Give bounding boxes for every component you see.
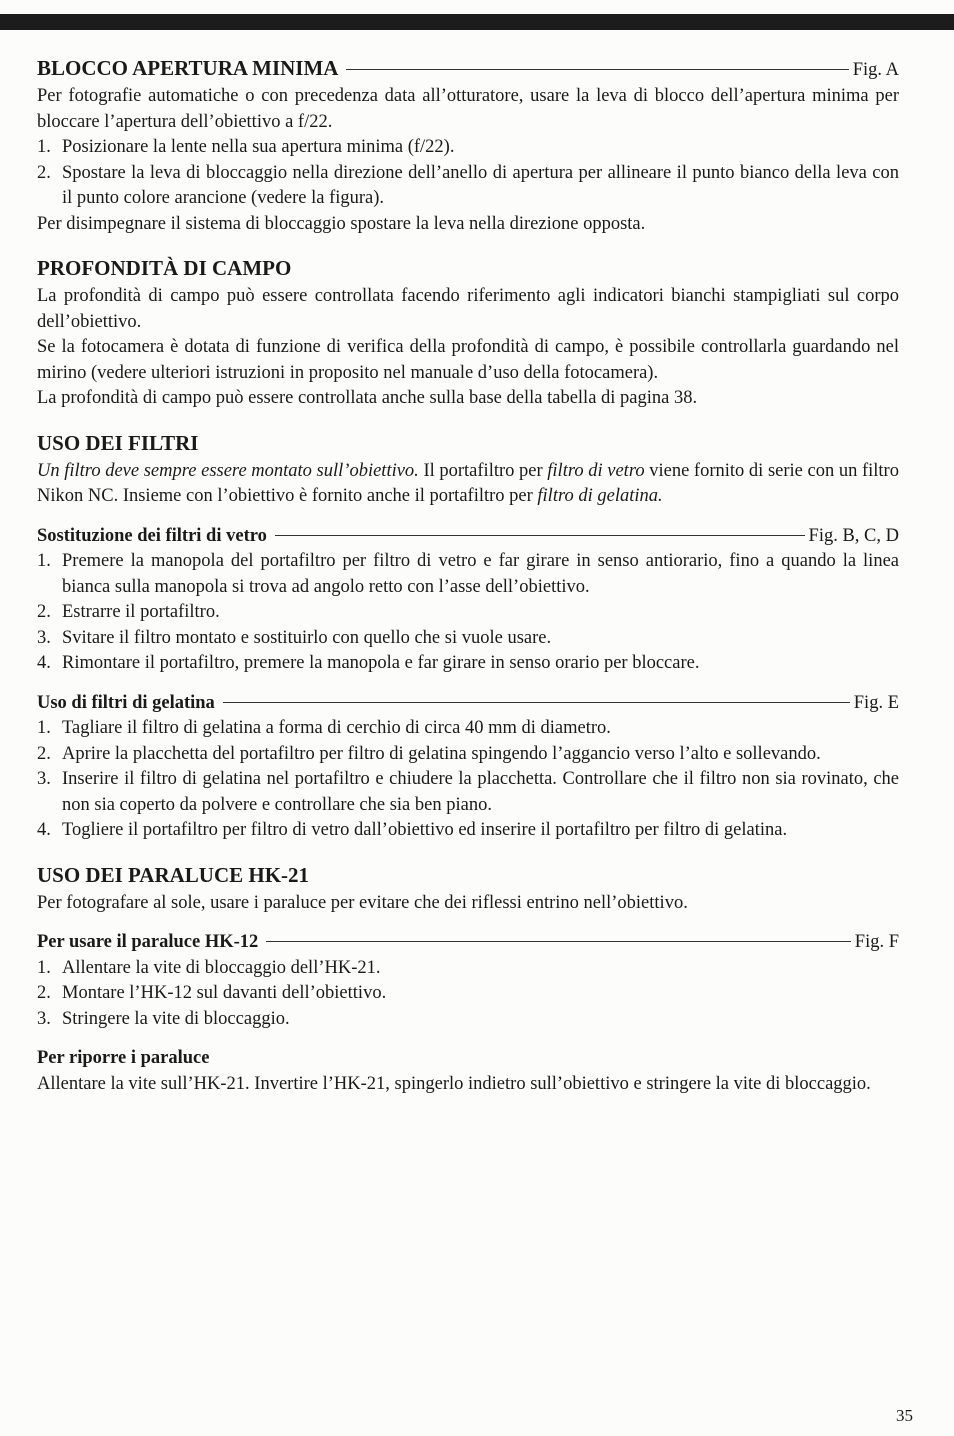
step-text: Aprire la placchetta del portafiltro per filtro di gelatina spingendo l’aggancio verso l’alto e sollevando. xyxy=(62,743,821,764)
profondita-title: PROFONDITÀ DI CAMPO xyxy=(37,256,292,280)
vetro-title: Sostituzione dei filtri di vetro xyxy=(37,525,267,546)
step-number: 2. xyxy=(37,983,51,1003)
step-number: 1. xyxy=(37,957,51,978)
list-item xyxy=(37,818,899,844)
vetro-header xyxy=(37,524,899,550)
gelatina-title: Uso di filtri di gelatina xyxy=(37,692,215,713)
step-text: Inserire il filtro di gelatina nel portafiltro e chiudere la placchetta. Controllare che il filtro non sia rovinato, che non sia coperto da polvere e controllare che sia ben piano. xyxy=(62,769,899,815)
filtri-intro-italic: filtro di gelatina. xyxy=(537,486,663,506)
step-number: 4. xyxy=(37,653,51,673)
manual-page xyxy=(37,52,899,1097)
step-text: Allentare la vite di bloccaggio dell’HK-21. xyxy=(62,957,381,978)
blocco-steps xyxy=(37,135,899,212)
list-item xyxy=(37,651,899,677)
profondita-p1: La profondità di campo può essere controllata facendo riferimento agli indicatori bianchi stampigliati sul corpo dell’obiettivo. xyxy=(37,286,899,332)
riporre-text: Allentare la vite sull’HK-21. Invertire l’HK-21, spingerlo indietro sull’obiettivo e stringere la vite di bloccaggio. xyxy=(37,1073,871,1094)
filtri-title: USO DEI FILTRI xyxy=(37,430,199,455)
step-text: Stringere la vite di bloccaggio. xyxy=(62,1008,290,1029)
step-number: 3. xyxy=(37,769,51,789)
list-item xyxy=(37,161,899,212)
vetro-fig-ref: Fig. B, C, D xyxy=(808,525,899,546)
step-text: Svitare il filtro montato e sostituirlo con quello che si vuole usare. xyxy=(62,627,552,648)
riporre-header xyxy=(37,1046,899,1072)
list-item xyxy=(37,1007,899,1033)
step-number: 2. xyxy=(37,602,51,622)
step-number: 1. xyxy=(37,718,51,738)
step-number: 4. xyxy=(37,820,51,840)
list-item xyxy=(37,981,899,1007)
blocco-intro: Per fotografie automatiche o con precedenza data all’otturatore, usare la leva di blocco dell’apertura minima per bloccare l’apertura dell’obiettivo a f/22. xyxy=(37,86,899,132)
usare-fig-ref: Fig. F xyxy=(854,932,899,952)
step-text: Posizionare la lente nella sua apertura minima (f/22). xyxy=(62,137,455,157)
blocco-title: BLOCCO APERTURA MINIMA xyxy=(37,56,339,80)
vetro-steps xyxy=(37,549,899,677)
step-number: 3. xyxy=(37,627,51,648)
header-rule xyxy=(346,69,848,70)
filtri-intro-text: Il portafiltro per xyxy=(418,460,548,481)
paraluce-header xyxy=(37,859,899,891)
list-item xyxy=(37,956,899,982)
list-item xyxy=(37,626,899,652)
filtri-header xyxy=(37,427,899,459)
top-border-bar xyxy=(0,14,954,30)
step-number: 2. xyxy=(37,162,51,183)
list-item xyxy=(37,767,899,818)
step-text: Tagliare il filtro di gelatina a forma di cerchio di circa 40 mm di diametro. xyxy=(62,718,611,738)
usare-title: Per usare il paraluce HK-12 xyxy=(37,932,259,952)
list-item xyxy=(37,135,899,161)
step-text: Montare l’HK-12 sul davanti dell’obiettivo. xyxy=(62,983,387,1003)
page-number: 35 xyxy=(896,1406,913,1425)
gelatina-header xyxy=(37,691,899,717)
step-text: Togliere il portafiltro per filtro di vetro dall’obiettivo ed inserire il portafiltro per filtro di gelatina. xyxy=(62,820,788,840)
step-number: 1. xyxy=(37,137,51,157)
list-item xyxy=(37,716,899,742)
step-text: Rimontare il portafiltro, premere la manopola e far girare in senso orario per bloccare. xyxy=(62,653,700,673)
list-item xyxy=(37,742,899,768)
list-item xyxy=(37,600,899,626)
step-number: 3. xyxy=(37,1008,51,1029)
header-rule xyxy=(223,702,850,703)
blocco-fig-ref: Fig. A xyxy=(852,60,899,80)
paraluce-intro: Per fotografare al sole, usare i paraluce per evitare che dei riflessi entrino nell’obiettivo. xyxy=(37,892,688,913)
gelatina-steps xyxy=(37,716,899,844)
filtri-intro-italic: Un filtro deve sempre essere montato sull’obiettivo. xyxy=(37,460,419,481)
step-number: 1. xyxy=(37,551,51,571)
filtri-intro xyxy=(37,459,899,510)
header-rule xyxy=(275,535,805,536)
blocco-outro: Per disimpegnare il sistema di bloccaggio spostare la leva nella direzione opposta. xyxy=(37,213,646,234)
header-rule xyxy=(266,941,850,942)
usare-header xyxy=(37,930,899,956)
usare-steps xyxy=(37,956,899,1033)
profondita-p3: La profondità di campo può essere controllata anche sulla base della tabella di pagina 38. xyxy=(37,388,698,408)
profondita-p2: Se la fotocamera è dotata di funzione di verifica della profondità di campo, è possibile controllarla guardando nel mirino (vedere ulteriori istruzioni in proposito nel manuale d’uso della fotocamera). xyxy=(37,337,899,383)
paraluce-title: USO DEI PARALUCE HK-21 xyxy=(37,862,310,887)
gelatina-fig-ref: Fig. E xyxy=(853,692,899,713)
step-text: Estrarre il portafiltro. xyxy=(62,602,220,622)
step-text: Spostare la leva di bloccaggio nella direzione dell’anello di apertura per allineare il punto bianco della leva con il punto colore arancione (vedere la figura). xyxy=(62,162,899,208)
step-text: Premere la manopola del portafiltro per filtro di vetro e far girare in senso antiorario, fino a quando la linea bianca sulla manopola si trova ad angolo retto con l’asse dell’obiettivo. xyxy=(62,551,899,597)
filtri-intro-text: viene fornito di serie con un filtro Nikon NC. Insieme con l’obiettivo è fornito anche il portafiltro per xyxy=(37,460,899,506)
list-item xyxy=(37,549,899,600)
filtri-intro-italic: filtro di vetro xyxy=(547,460,645,481)
riporre-title: Per riporre i paraluce xyxy=(37,1048,210,1068)
profondita-header xyxy=(37,252,899,284)
step-number: 2. xyxy=(37,743,51,764)
blocco-header xyxy=(37,52,899,84)
